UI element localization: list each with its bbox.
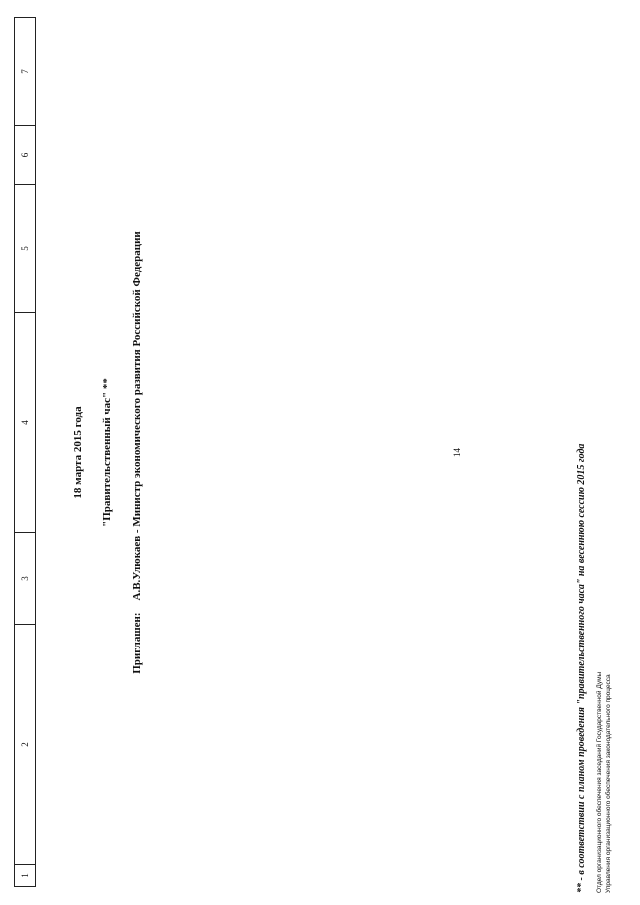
department-line: Управления организационного обеспечения законодательного процесса — [605, 674, 612, 893]
page-number: 14 — [452, 448, 462, 457]
department-line: Отдел организационного обеспечения заседаний Государственной Думы — [596, 671, 603, 893]
meeting-date: 18 марта 2015 года — [72, 406, 84, 499]
event-title: "Правительственный час" ** — [101, 378, 113, 527]
invited-person: А.В.Улюкаев - Министр экономического развития Российской Федерации — [131, 231, 143, 601]
column-number-6: 6 — [15, 125, 35, 184]
invited-line — [131, 0, 143, 905]
column-number-7: 7 — [20, 69, 30, 74]
column-number-2: 2 — [15, 624, 35, 864]
column-number-5: 5 — [15, 184, 35, 312]
column-number-header — [14, 17, 36, 887]
column-number-3: 3 — [15, 532, 35, 624]
column-number-4: 4 — [15, 312, 35, 532]
invited-label: Приглашен: — [131, 612, 143, 674]
footnote: ** - в соответствии с планом проведения "правительственного часа" на весеннюю сессию 2015 года — [576, 443, 587, 893]
column-number-1: 1 — [15, 864, 35, 886]
